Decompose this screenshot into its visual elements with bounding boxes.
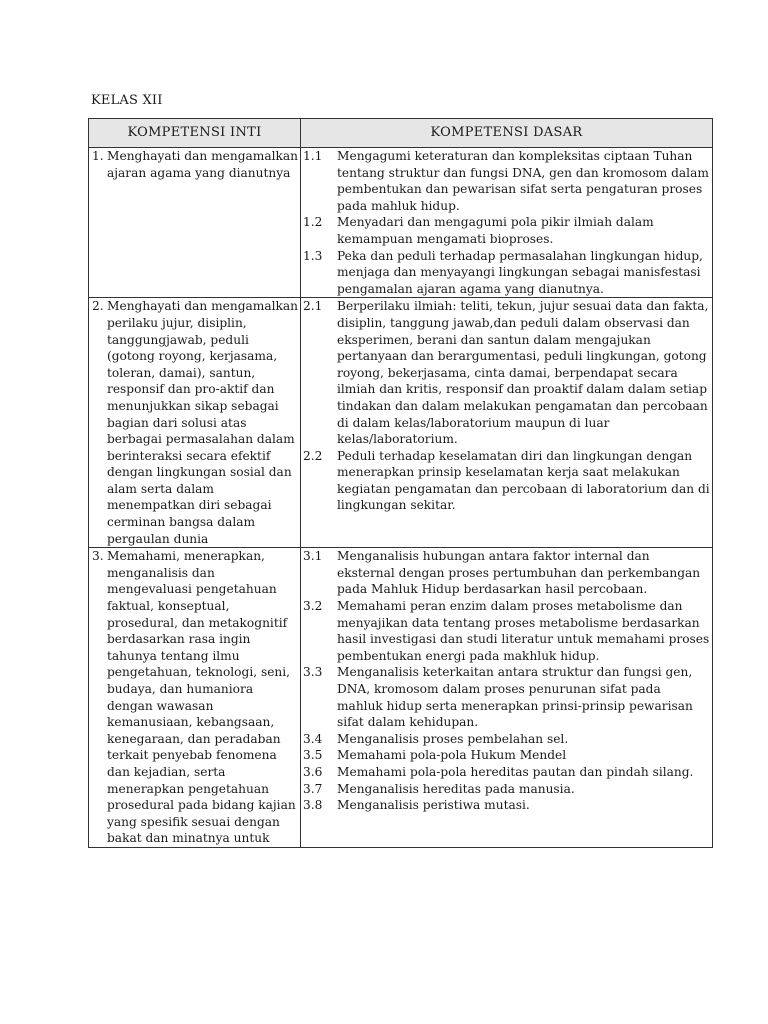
kd-cell bbox=[301, 548, 713, 848]
kd-text: Memahami pola-pola Hukum Mendel bbox=[337, 748, 567, 763]
kd-text: Menganalisis peristiwa mutasi. bbox=[337, 798, 530, 813]
ki-text: Memahami, menerapkan, menganalisis dan mengevaluasi pengetahuan faktual, konseptual, prosedural, dan metakognitif berdasarkan rasa ingin tahunya tentang ilmu pengetahuan, teknologi, seni, budaya, dan humaniora dengan wawasan kemanusiaan, kebangsaan, kenegaraan, dan peradaban terkait penyebab fenomena dan kejadian, serta menerapkan pengetahuan prosedural pada bidang kajian yang spesifik sesuai dengan bakat dan minatnya untuk bbox=[107, 549, 296, 846]
kd-item bbox=[301, 148, 712, 214]
kd-code: 3.3 bbox=[303, 665, 323, 680]
ki-text: Menghayati dan mengamalkan ajaran agama yang dianutnya bbox=[107, 149, 298, 180]
kd-code: 3.8 bbox=[303, 798, 323, 813]
kd-text: Memahami peran enzim dalam proses metabolisme dan menyajikan data tentang proses metabolisme berdasarkan hasil investigasi dan studi literatur untuk memahami proses pembentukan energi pada makhluk hidup. bbox=[337, 599, 710, 663]
kd-item bbox=[301, 797, 712, 814]
header-kompetensi-inti: KOMPETENSI INTI bbox=[89, 119, 301, 148]
kd-item bbox=[301, 298, 712, 447]
kd-item bbox=[301, 448, 712, 514]
kd-text: Menyadari dan mengagumi pola pikir ilmiah dalam kemampuan mengamati bioproses. bbox=[337, 215, 654, 246]
kd-code: 2.1 bbox=[303, 299, 323, 314]
ki-cell bbox=[89, 148, 301, 298]
kd-item bbox=[301, 747, 712, 764]
kd-text: Mengagumi keteraturan dan kompleksitas ciptaan Tuhan tentang struktur dan fungsi DNA, gen dan kromosom dalam pembentukan dan pewarisan sifat serta pengaturan proses pada mahluk hidup. bbox=[337, 149, 709, 213]
kd-cell bbox=[301, 298, 713, 548]
kd-item bbox=[301, 731, 712, 748]
kd-item bbox=[301, 214, 712, 247]
table-row bbox=[89, 548, 713, 848]
kd-code: 1.1 bbox=[303, 149, 323, 163]
kd-code: 2.2 bbox=[303, 448, 323, 463]
kd-text: Menganalisis keterkaitan antara struktur dan fungsi gen, DNA, kromosom dalam proses penurunan sifat pada mahluk hidup serta menerapkan prinsi-prinsip pewarisan sifat dalam kehidupan. bbox=[337, 665, 693, 730]
kd-text: Peduli terhadap keselamatan diri dan lingkungan dengan menerapkan prinsip keselamatan kerja saat melakukan kegiatan pengamatan dan percobaan di laboratorium dan di lingkungan sekitar. bbox=[337, 448, 710, 513]
kd-item bbox=[301, 548, 712, 598]
kd-code: 3.5 bbox=[303, 748, 323, 763]
kd-text: Menganalisis hereditas pada manusia. bbox=[337, 781, 575, 796]
ki-text: Menghayati dan mengamalkan perilaku jujur, disiplin, tanggungjawab, peduli (gotong royong, kerjasama, toleran, damai), santun, responsif dan pro-aktif dan menunjukkan sikap sebagai bagian dari solusi atas berbagai permasalahan dalam berinteraksi secara efektif dengan lingkungan sosial dan alam serta dalam menempatkan diri sebagai cerminan bangsa dalam pergaulan dunia bbox=[107, 299, 298, 546]
kd-item bbox=[301, 664, 712, 730]
kd-text: Menganalisis hubungan antara faktor internal dan eksternal dengan proses pertumbuhan dan perkembangan pada Mahluk Hidup berdasarkan hasil percobaan. bbox=[337, 549, 701, 597]
kd-code: 3.2 bbox=[303, 599, 323, 614]
kd-cell bbox=[301, 148, 713, 298]
kd-code: 1.3 bbox=[303, 248, 323, 263]
ki-cell bbox=[89, 548, 301, 848]
ki-number: 1. bbox=[92, 149, 104, 163]
table-header-row bbox=[89, 119, 713, 148]
kd-item bbox=[301, 598, 712, 664]
kd-text: Berperilaku ilmiah: teliti, tekun, jujur sesuai data dan fakta, disiplin, tanggung jawab,dan peduli dalam observasi dan eksperimen, berani dan santun dalam mengajukan pertanyaan dan berargumentasi, peduli lingkungan, gotong royong, bekerjasama, cinta damai, berpendapat secara ilmiah dan kritis, responsif dan proaktif dalam dalam setiap tindakan dan dalam melakukan pengamatan dan percobaan di dalam kelas/laboratorium maupun di luar kelas/laboratorium. bbox=[337, 299, 709, 447]
ki-cell bbox=[89, 298, 301, 548]
kd-text: Peka dan peduli terhadap permasalahan lingkungan hidup, menjaga dan menyayangi lingkungan sebagai manisfestasi pengamalan ajaran agama yang dianutnya. bbox=[337, 248, 703, 296]
kd-code: 3.7 bbox=[303, 781, 323, 796]
table-row bbox=[89, 298, 713, 548]
kd-code: 3.4 bbox=[303, 731, 323, 746]
kd-code: 3.1 bbox=[303, 549, 323, 564]
header-kompetensi-dasar: KOMPETENSI DASAR bbox=[301, 119, 713, 148]
kd-code: 3.6 bbox=[303, 764, 323, 779]
kd-item bbox=[301, 781, 712, 798]
ki-number: 3. bbox=[92, 549, 104, 564]
kd-item bbox=[301, 764, 712, 781]
table-row bbox=[89, 148, 713, 298]
kd-text: Menganalisis proses pembelahan sel. bbox=[337, 731, 569, 746]
ki-number: 2. bbox=[92, 299, 104, 314]
kd-item bbox=[301, 248, 712, 298]
kd-code: 1.2 bbox=[303, 215, 323, 230]
class-title: KELAS XII bbox=[91, 93, 163, 108]
competency-table bbox=[88, 118, 713, 848]
kd-text: Memahami pola-pola hereditas pautan dan pindah silang. bbox=[337, 764, 694, 779]
